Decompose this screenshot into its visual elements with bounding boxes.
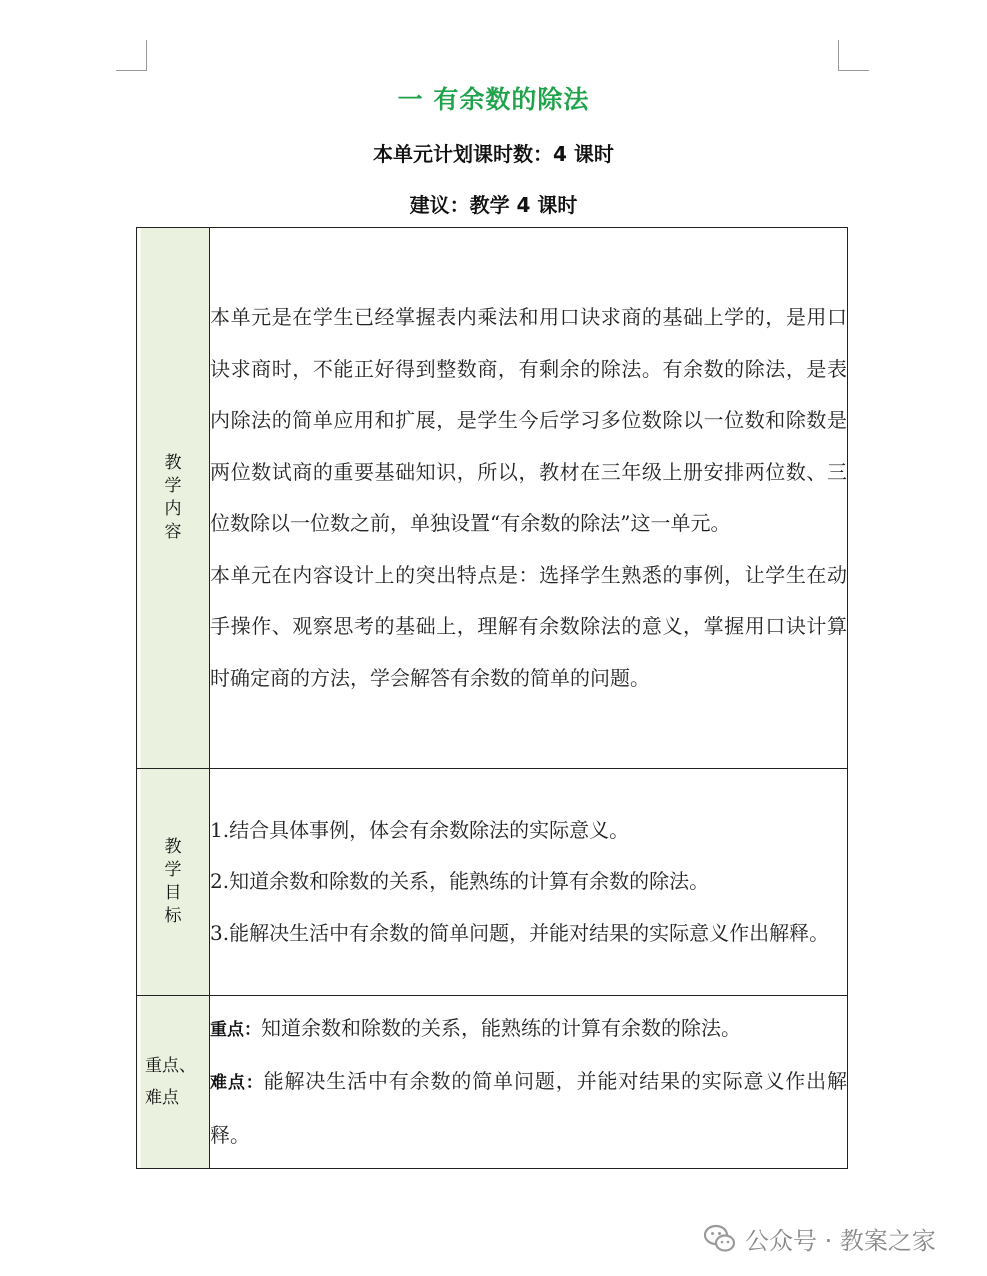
content-cell — [210, 228, 848, 769]
key-point-line — [210, 1003, 847, 1057]
table-row-key-points — [137, 996, 848, 1169]
row-label-cell — [137, 996, 210, 1169]
key-points-cell — [210, 996, 848, 1169]
table-row-objectives — [137, 769, 848, 996]
unit-hours: 本单元计划课时数：4 课时 — [373, 142, 614, 166]
objective-item: 1.结合具体事例，体会有余数除法的实际意义。 — [210, 817, 630, 842]
row-label-objectives: 教学目标 — [164, 837, 182, 926]
lesson-plan-table — [136, 227, 848, 1169]
difficulty-text: 能解决生活中有余数的简单问题，并能对结果的实际意义作出解释。 — [210, 1069, 848, 1147]
key-point-label: 重点： — [210, 1019, 261, 1040]
objective-item: 3.能解决生活中有余数的简单问题，并能对结果的实际意义作出解释。 — [210, 920, 830, 945]
watermark-text: 公众号 · 教案之家 — [745, 1226, 936, 1255]
content-paragraph: 本单元是在学生已经掌握表内乘法和用口诀求商的基础上学的，是用口诀求商时，不能正好得到整数商，有剩余的除法。有余数的除法，是表内除法的简单应用和扩展，是学生今后学习多位数除以一位数和除数是两位数试商的重要基础知识，所以，教材在三年级上册安排两位数、三位数除以一位数之前，单独设置“有余数的除法”这一单元。 — [210, 305, 847, 535]
key-point-text: 知道余数和除数的关系，能熟练的计算有余数的除法。 — [261, 1015, 741, 1040]
page-title: 一 有余数的除法 — [397, 85, 590, 114]
difficulty-line — [210, 1056, 847, 1161]
row-label-content: 教学内容 — [164, 453, 182, 542]
table-row-content — [137, 228, 848, 769]
row-label-cell — [137, 228, 210, 769]
difficulty-label: 难点： — [210, 1073, 264, 1094]
wechat-icon — [703, 1221, 737, 1255]
watermark — [703, 1220, 936, 1256]
objective-item: 2.知道余数和除数的关系，能熟练的计算有余数的除法。 — [210, 869, 710, 894]
row-label-cell — [137, 769, 210, 996]
objectives-cell — [210, 769, 848, 996]
page-corner-mark-top-right — [838, 40, 869, 71]
teaching-suggestion: 建议：教学 4 课时 — [409, 193, 578, 217]
content-paragraph: 本单元在内容设计上的突出特点是：选择学生熟悉的事例，让学生在动手操作、观察思考的基础上，理解有余数除法的意义，掌握用口诀计算时确定商的方法，学会解答有余数的简单的问题。 — [210, 562, 847, 690]
row-label-key-points: 重点、难点 — [145, 1056, 196, 1108]
page-corner-mark-top-left — [116, 40, 147, 71]
